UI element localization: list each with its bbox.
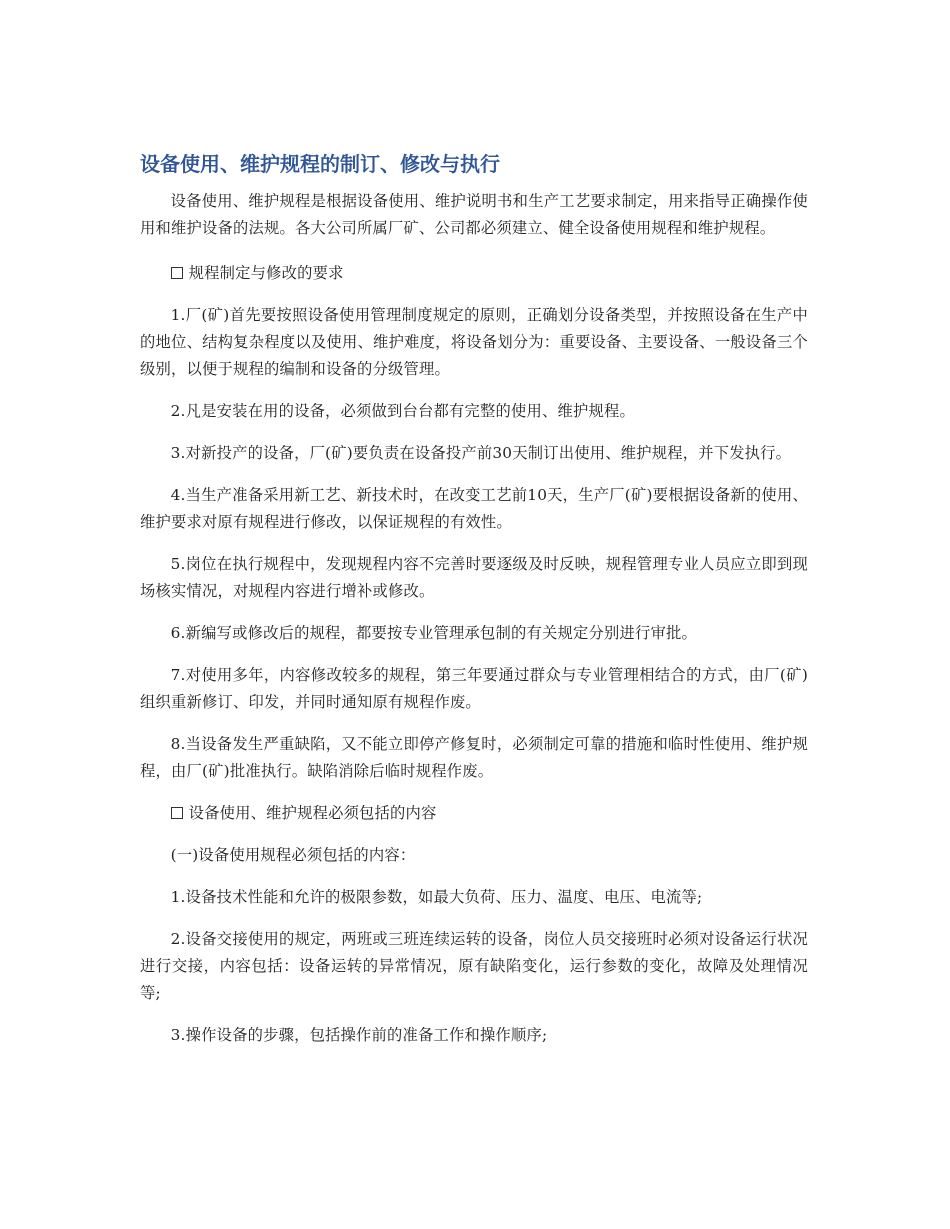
list-item: 7.对使用多年，内容修改较多的规程，第三年要通过群众与专业管理相结合的方式，由厂(矿)组织重新修订、印发，并同时通知原有规程作废。 <box>140 666 808 711</box>
list-item: 3.操作设备的步骤，包括操作前的准备工作和操作顺序; <box>170 1026 548 1044</box>
list-item: 2.设备交接使用的规定，两班或三班连续运转的设备，岗位人员交接班时必须对设备运行状况进行交接，内容包括：设备运转的异常情况，原有缺陷变化，运行参数的变化，故障及处理情况等; <box>140 930 808 1002</box>
section1-heading-text: 规程制定与修改的要求 <box>188 264 344 282</box>
list-item: 8.当设备发生严重缺陷，又不能立即停产修复时，必须制定可靠的措施和临时性使用、维护规程，由厂(矿)批准执行。缺陷消除后临时规程作废。 <box>140 735 808 780</box>
intro-paragraph: 设备使用、维护规程是根据设备使用、维护说明书和生产工艺要求制定，用来指导正确操作使用和维护设备的法规。各大公司所属厂矿、公司都必须建立、健全设备使用规程和维护规程。 <box>140 192 808 237</box>
section2-heading <box>140 800 808 827</box>
list-item: 6.新编写或修改后的规程，都要按专业管理承包制的有关规定分别进行审批。 <box>170 624 697 642</box>
section2-subheading: (一)设备使用规程必须包括的内容： <box>170 846 416 864</box>
list-item: 4.当生产准备采用新工艺、新技术时，在改变工艺前10天，生产厂(矿)要根据设备新的使用、维护要求对原有规程进行修改，以保证规程的有效性。 <box>140 486 808 531</box>
list-item: 3.对新投产的设备，厂(矿)要负责在设备投产前30天制订出使用、维护规程，并下发执行。 <box>170 444 792 462</box>
section2-heading-text: 设备使用、维护规程必须包括的内容 <box>188 804 437 822</box>
list-item: 5.岗位在执行规程中，发现规程内容不完善时要逐级及时反映，规程管理专业人员应立即到现场核实情况，对规程内容进行增补或修改。 <box>140 555 808 600</box>
document-page <box>140 148 808 1064</box>
checkbox-square-icon <box>171 267 183 279</box>
checkbox-square-icon <box>171 807 183 819</box>
list-item: 1.厂(矿)首先要按照设备使用管理制度规定的原则，正确划分设备类型，并按照设备在生产中的地位、结构复杂程度以及使用、维护难度，将设备划分为：重要设备、主要设备、一般设备三个级别，以便于规程的编制和设备的分级管理。 <box>140 306 808 378</box>
list-item: 2.凡是安装在用的设备，必须做到台台都有完整的使用、维护规程。 <box>170 402 635 420</box>
list-item: 1.设备技术性能和允许的极限参数，如最大负荷、压力、温度、电压、电流等; <box>170 888 703 906</box>
document-title: 设备使用、维护规程的制订、修改与执行 <box>140 152 500 176</box>
section1-heading <box>140 260 808 287</box>
